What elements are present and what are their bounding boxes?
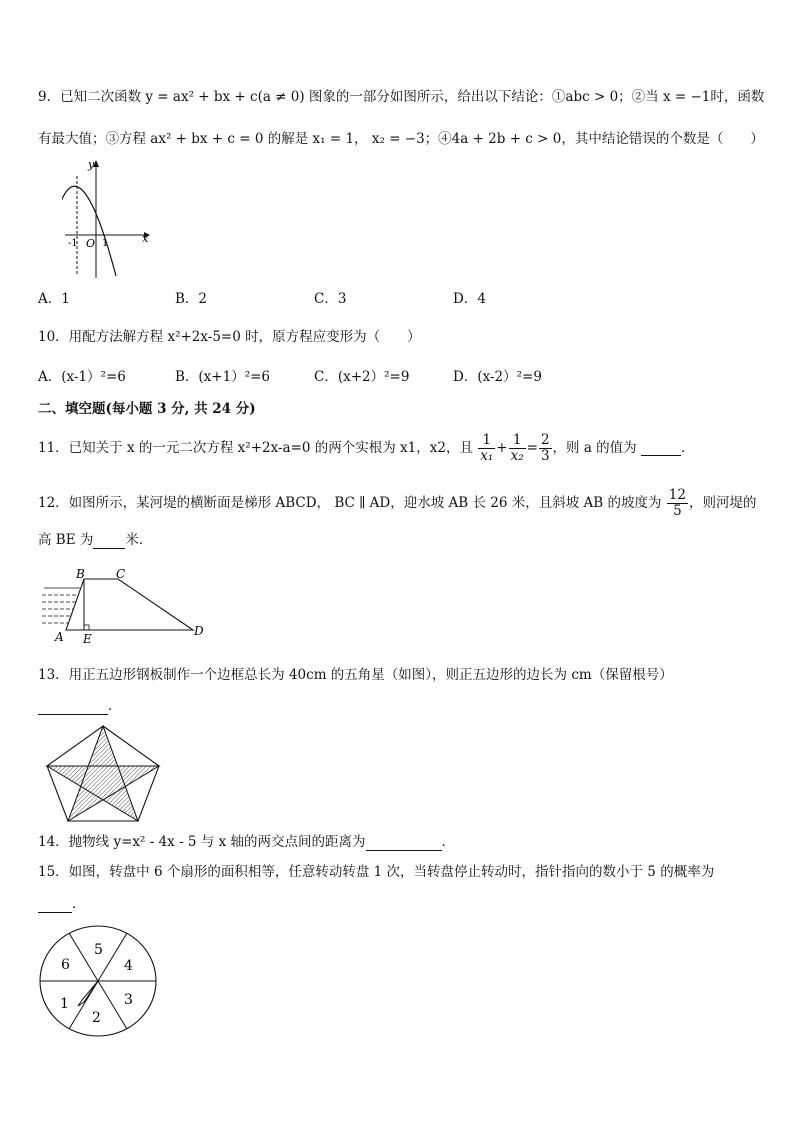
q10-option-b: B．(x+1）²=6 [175,369,271,385]
q12-line2 [38,531,152,549]
q14-pre: 14．抛物线 y=x² - 4x - 5 与 x 轴的两交点间的距离为 [38,834,366,850]
graph-y-label: y [88,158,95,171]
label-a: A [55,630,64,644]
sector-2: 2 [92,1010,101,1026]
q11-frac1: $\frac{1}{\text{x₁}}$ [480,432,494,464]
q11-plus: + [496,440,508,456]
label-b: B [76,567,85,581]
q12-line2a: 高 BE 为 [38,532,94,548]
q13-answer-line [38,697,122,715]
q10-option-a: A．(x-1）²=6 [38,369,126,385]
q12-post: ，则河堤的 [688,495,757,511]
q13-pentagon-star-figure [44,724,162,824]
sector-1: 1 [60,996,69,1012]
q9-option-a: A．1 [38,291,70,307]
q13-end: ． [108,698,122,714]
sector-5: 5 [94,942,103,958]
q11-line [38,428,694,468]
q11-end: ． [680,440,695,456]
q10-option-d: D．(x-2）²=9 [453,369,542,385]
q9-option-c: C．3 [314,291,347,307]
q11-frac2: $\frac{1}{\text{x₂}}$ [510,432,524,464]
section-title: 二、填空题(每小题 3 分, 共 24 分) [38,401,256,417]
q13-answer-blank[interactable] [38,700,108,715]
q11-answer-blank[interactable] [641,441,681,456]
q15-text: 15．如图，转盘中 6 个扇形的面积相等，任意转动转盘 1 次，当转盘停止转动时，指针指向的数小于 5 的概率为 [38,864,715,880]
q15-answer-blank[interactable] [38,898,72,913]
q9-option-d: D．4 [453,291,486,307]
sector-4: 4 [124,958,133,974]
q11-post: ，则 a 的值为 [552,440,637,456]
q15-answer-line [38,895,86,913]
q10-text: 10．用配方法解方程 x²+2x-5=0 时，原方程应变形为（ ） [38,329,421,345]
q14-answer-blank[interactable] [366,836,442,851]
q12-slope-frac: $\frac{12}{5}$ [668,487,686,519]
q12-pre: 12．如图所示，某河堤的横断面是梯形 ABCD， BC ∥ AD，迎水坡 AB 长 26 米，且斜坡 AB 的坡度为 [38,495,662,511]
q13-text: 13．用正五边形钢板制作一个边框总长为 40cm 的五角星（如图），则正五边形的边长为 cm（保留根号） [38,667,673,683]
q14-line [38,833,455,851]
q10-option-c: C．(x+2）²=9 [314,369,410,385]
label-e: E [83,632,92,645]
q15-end: ． [72,896,86,912]
q11-frac3: $\frac{2}{3}$ [540,432,550,464]
q9-line2: 有最大值；③方程 ax² + bx + c = 0 的解是 x₁ = 1， x₂ = −3；④4a + 2b + c > 0，其中结论错误的个数是（ ） [38,131,764,147]
graph-x-label: x [142,232,149,245]
label-c: C [116,567,126,581]
graph-neg1-label: -1 [68,238,78,249]
q9-parabola-graph [62,158,162,280]
q12-line1 [38,483,756,523]
q14-end: ． [441,834,455,850]
graph-one-label: 1 [102,238,109,249]
q12-answer-blank[interactable] [93,534,125,549]
q15-spinner-figure [38,924,160,1040]
q9-line1: 9．已知二次函数 y = ax² + bx + c(a ≠ 0) 图象的一部分如图所示，给出以下结论：①abc > 0；②当 x = −1时，函数 [38,89,765,105]
label-d: D [194,624,204,638]
q12-trapezoid-figure [36,565,216,645]
sector-3: 3 [124,992,133,1008]
q9-option-b: B．2 [175,291,208,307]
q11-eq: = [526,440,538,456]
graph-origin-label: O [86,237,96,250]
q11-pre: 11．已知关于 x 的一元二次方程 x²+2x-a=0 的两个实根为 x1，x2，且 [38,440,473,456]
q12-line2b: 米． [125,532,153,548]
sector-6: 6 [61,957,70,973]
